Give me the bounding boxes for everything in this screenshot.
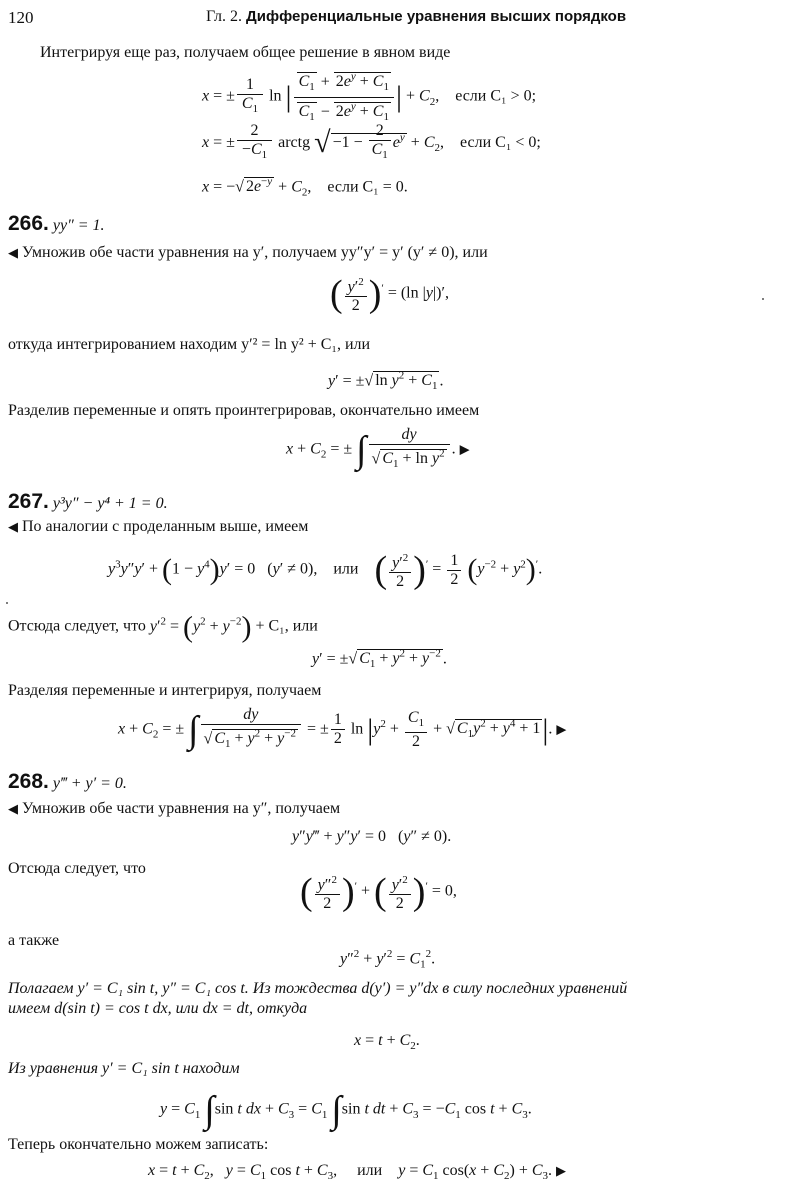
problem-268-text1: Умножив обе части уравнения на y″, получаем xyxy=(22,800,341,817)
scan-speck xyxy=(6,602,8,604)
problem-266-equation: yy″ = 1. xyxy=(52,217,105,234)
formula-c1-negative: x = ± $\frac{2}{-C_1}$ arctg √ −1 − $\frac{2}{C_1}$ $e^y + C_2$, если C₁ < 0; xyxy=(202,122,541,162)
problem-268-final-or: или xyxy=(357,1162,383,1179)
problem-267-line2: Отсюда следует, что $y'^2 = (y^2 + y^{-2}) + C_1$, или xyxy=(8,610,318,643)
formula-267-yprime: y′ = ±√ $C_1 + y^2 + y^{-2}$ . xyxy=(312,648,447,671)
cond-c1-negative: если C₁ < 0; xyxy=(460,133,541,151)
problem-266-line1 xyxy=(8,244,488,262)
formula-268-derivatives: ( $\frac{y''^2}{2}$ )′ + ( $\frac{y'^2}{2}$ )′ = 0, xyxy=(300,871,457,913)
problem-268-line7: Теперь окончательно можем записать: xyxy=(8,1136,269,1153)
page-header xyxy=(8,6,788,32)
problem-266-heading xyxy=(8,212,105,236)
chapter-prefix: Гл. 2. xyxy=(206,8,243,25)
chapter-title: Дифференциальные уравнения высших порядков xyxy=(246,8,627,25)
problem-266-line2: откуда интегрированием находим y′² = ln y² + C₁, или xyxy=(8,336,371,353)
intro-text: Интегрируя еще раз, получаем общее решение в явном виде xyxy=(40,44,451,61)
problem-267-number: 267. xyxy=(8,490,49,513)
problem-266-text1: Умножив обе части уравнения на y′, получаем yy″y′ = y′ (y′ ≠ 0), или xyxy=(22,244,488,261)
problem-267-line3: Разделяя переменные и интегрируя, получаем xyxy=(8,682,322,699)
solution-end-mark: ▶ xyxy=(556,1163,567,1178)
problem-267-heading xyxy=(8,490,168,514)
solution-start-mark: ◀ xyxy=(8,801,18,816)
solution-start-mark: ◀ xyxy=(8,519,18,534)
solution-end-mark: ▶ xyxy=(556,721,567,737)
problem-268-line3: а также xyxy=(8,932,60,949)
cond-c1-zero: если C₁ = 0. xyxy=(327,178,408,196)
problem-268-heading xyxy=(8,770,127,794)
formula-267-identity: $y^3y''y' + (1 - y^4)y' = 0$ (y′ ≠ 0), или ( $\frac{y'^2}{2}$ )′ = $\frac{1}{2}$ $(y^{-2} + y^2)'$. xyxy=(108,549,543,591)
formula-268-sum-squares: $y''^2 + y'^2 = C_1^2$. xyxy=(340,948,436,971)
problem-267-text2: Отсюда следует, что xyxy=(8,617,146,635)
cond-c1-positive: если C₁ > 0; xyxy=(455,87,537,105)
formula-266-yprime: y′ = ±√ $\ln y^2 + C_1$ . xyxy=(328,370,444,393)
problem-266-number: 266. xyxy=(8,212,49,235)
problem-268-line4: Полагаем y′ = C₁ sin t, y″ = C₁ cos t. Из тождества d(y′) = y″dx в силу последних уравнений xyxy=(8,980,628,997)
problem-267-line1 xyxy=(8,518,308,536)
solution-start-mark: ◀ xyxy=(8,245,18,260)
problem-268-equation: y‴ + y′ = 0. xyxy=(52,775,127,792)
formula-c1-zero: x = −√ $2e^{-y} + C_2$, если C₁ = 0. xyxy=(202,176,408,199)
problem-267-or: или xyxy=(333,560,359,578)
formula-c1-positive: x = ± $\frac{1}{C_1}$ ln | $\frac{C_1 + 2e^y + C_1}{C_1 - 2e^y + C_1}$ | + $C_2$, если C₁ > 0; xyxy=(202,68,536,126)
problem-267-equation: y³y″ − y⁴ + 1 = 0. xyxy=(52,495,168,512)
formula-268-y: $y = C_1$ ∫sin t dx + $C_3 = C_1$ ∫sin t dt + $C_3 = -C_1$ $\cos t + C_3$. xyxy=(160,1089,532,1131)
formula-267-final: $x + C_2$ = ± ∫ $\frac{dy}{√ C_1 + y^2 + y^{-2}}$ = ± $\frac{1}{2}$ $\ln |y^2$ + $\frac{C_1}{2}$ + √ $C_1y^2 + y^4 + 1|$. ▶ xyxy=(118,706,567,751)
problem-266-line3: Разделив переменные и опять проинтегрировав, окончательно имеем xyxy=(8,402,480,419)
scan-speck xyxy=(762,298,764,300)
formula-266-final: $x + C_2$ = ± ∫ $\frac{dy}{√ C_1 + \ln y^2}$ . ▶ xyxy=(286,426,470,471)
solution-end-mark: ▶ xyxy=(459,441,470,457)
formula-266-derivative: ( $\frac{y'^2}{2}$ )′ = (ln |y|)′, xyxy=(330,273,449,315)
problem-267-text2-tail: + C₁, или xyxy=(255,617,318,635)
problem-268-line1 xyxy=(8,800,340,818)
problem-268-number: 268. xyxy=(8,770,49,793)
problem-267-text1: По аналогии с проделанным выше, имеем xyxy=(22,518,309,535)
formula-268-final: $x = t + C_2$, $y = C_1$ $\cos t + C_3$, или $y = C_1$ $\cos(x + C_2) + C_3$. ▶ xyxy=(148,1162,567,1183)
formula-268-x: $x = t + C_2$. xyxy=(354,1032,420,1053)
problem-268-line6: Из уравнения y′ = C₁ sin t находим xyxy=(8,1060,240,1077)
formula-268-identity: y″y‴ + y″y′ = 0 (y″ ≠ 0). xyxy=(292,828,452,845)
running-head xyxy=(206,8,626,26)
problem-268-line2: Отсюда следует, что xyxy=(8,860,146,877)
problem-268-line5: имеем d(sin t) = cos t dx, или dx = dt, откуда xyxy=(8,1000,308,1017)
page-number: 120 xyxy=(8,8,34,27)
